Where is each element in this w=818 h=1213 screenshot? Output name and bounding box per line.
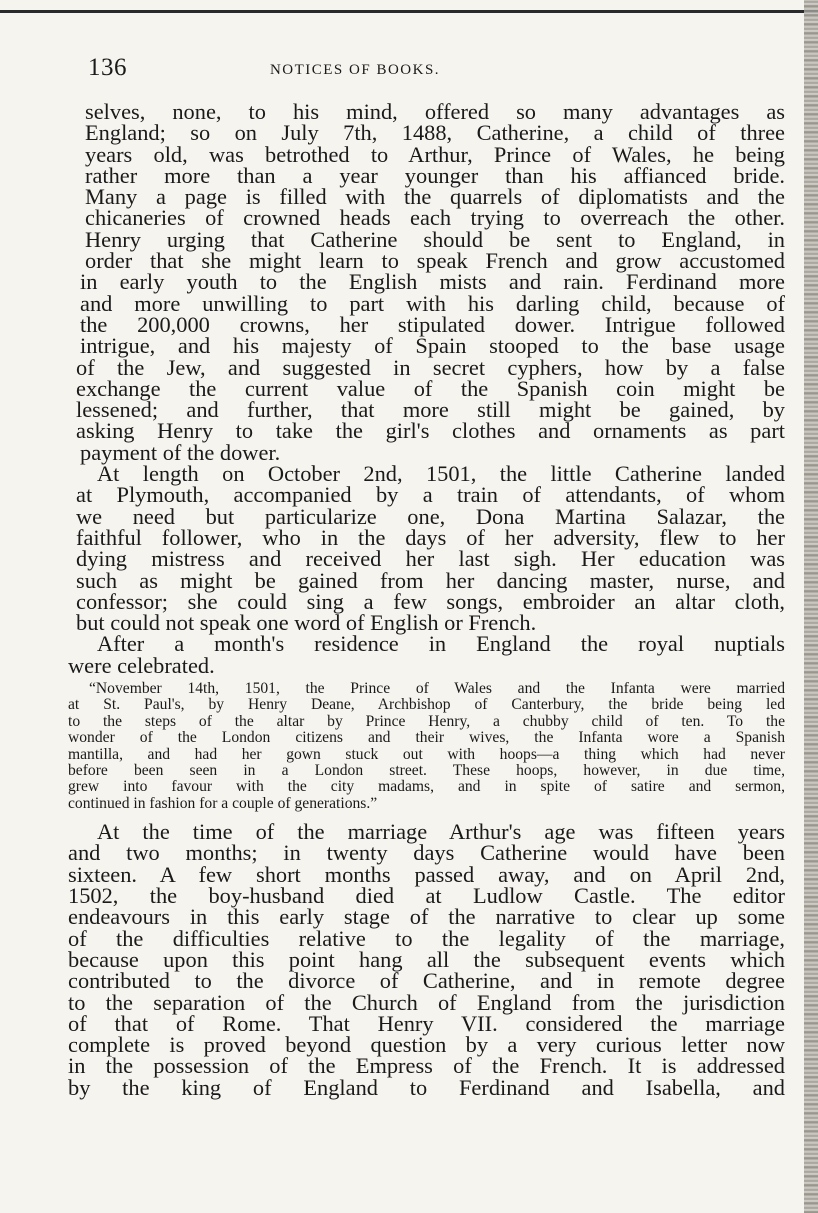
text-line: because upon this point hang all the subsequent events which xyxy=(68,946,785,972)
running-head xyxy=(88,54,778,86)
text-line: sixteen. A few short months passed away, and on April 2nd, xyxy=(68,861,785,887)
text-line: At the time of the marriage Arthur's age was fifteen years xyxy=(97,819,785,845)
text-line: lessened; and further, that more still might be gained, by xyxy=(76,397,785,423)
text-line: were celebrated. xyxy=(68,652,215,678)
text-line: intrigue, and his majesty of Spain stooped to the base usage xyxy=(80,333,785,359)
text-line: exchange the current value of the Spanish coin might be xyxy=(76,375,785,401)
running-title: NOTICES OF BOOKS. xyxy=(269,62,441,78)
text-line: but could not speak one word of English or French. xyxy=(76,610,537,636)
text-line: by the king of England to Ferdinand and Isabella, and xyxy=(68,1074,785,1100)
text-line: At length on October 2nd, 1501, the little Catherine landed xyxy=(97,461,785,487)
text-line: 1502, the boy-husband died at Ludlow Castle. The editor xyxy=(68,883,785,909)
text-line: years old, was betrothed to Arthur, Prince of Wales, he being xyxy=(85,141,785,167)
text-line: of the Jew, and suggested in secret cyphers, how by a false xyxy=(76,354,785,380)
text-line: of that of Rome. That Henry VII. considered the marriage xyxy=(68,1010,785,1036)
block-quote xyxy=(68,681,785,812)
text-line: endeavours in this early stage of the narrative to clear up some xyxy=(68,904,785,930)
quote-line: at St. Paul's, by Henry Deane, Archbishop of Canterbury, the bride being led xyxy=(68,696,785,714)
quote-line: to the steps of the altar by Prince Henry, a chubby child of ten. To the xyxy=(68,712,785,730)
text-line: Many a page is filled with the quarrels of diplomatists and the xyxy=(85,184,785,210)
page-edge-scan-shadow xyxy=(804,0,818,1213)
text-line: in early youth to the English mists and rain. Ferdinand more xyxy=(80,269,785,295)
text-line: asking Henry to take the girl's clothes and ornaments as part xyxy=(76,418,785,444)
quote-line: wonder of the London citizens and their wives, the Infanta wore a Spanish xyxy=(68,729,785,747)
text-line: we need but particularize one, Dona Martina Salazar, the xyxy=(76,503,785,529)
text-line: and more unwilling to part with his darling child, because of xyxy=(80,290,785,316)
text-line: to the separation of the Church of England from the jurisdiction xyxy=(68,989,785,1015)
quote-line: continued in fashion for a couple of generations.” xyxy=(68,794,378,812)
paragraph-4 xyxy=(68,821,785,1098)
text-line: of the difficulties relative to the legality of the marriage, xyxy=(68,925,785,951)
text-line: order that she might learn to speak French and grow accustomed xyxy=(85,248,785,274)
quote-line: before been seen in a London street. These hoops, however, in due time, xyxy=(68,761,785,779)
text-line: rather more than a year younger than his affianced bride. xyxy=(85,162,785,188)
text-line: selves, none, to his mind, offered so many advantages as xyxy=(85,99,785,124)
text-line: contributed to the divorce of Catherine, and in remote degree xyxy=(68,968,785,994)
page-number: 136 xyxy=(88,54,127,81)
paragraph-1 xyxy=(68,101,785,463)
text-line: such as might be gained from her dancing master, nurse, and xyxy=(76,567,785,593)
text-line: chicaneries of crowned heads each trying to overreach the other. xyxy=(85,205,785,231)
text-line: After a month's residence in England the royal nuptials xyxy=(97,631,785,657)
quote-line: “November 14th, 1501, the Prince of Wales and the Infanta were married xyxy=(89,680,785,698)
text-line: at Plymouth, accompanied by a train of attendants, of whom xyxy=(76,482,785,508)
paragraph-3 xyxy=(68,633,785,676)
paragraph-2 xyxy=(68,461,785,636)
text-line: and two months; in twenty days Catherine would have been xyxy=(68,840,785,866)
body-text xyxy=(68,101,785,1098)
text-line: complete is proved beyond question by a very curious letter now xyxy=(68,1032,785,1058)
quote-line: mantilla, and had her gown stuck out with hoops—a thing which had never xyxy=(68,745,785,763)
text-line: dying mistress and received her last sigh. Her education was xyxy=(76,546,785,572)
text-line: in the possession of the Empress of the French. It is addressed xyxy=(68,1053,785,1079)
text-line: payment of the dower. xyxy=(80,439,281,465)
text-line: confessor; she could sing a few songs, embroider an altar cloth, xyxy=(76,588,785,614)
quote-line: grew into favour with the city madams, and in spite of satire and sermon, xyxy=(68,778,785,796)
text-line: England; so on July 7th, 1488, Catherine, a child of three xyxy=(85,120,785,146)
text-line: Henry urging that Catherine should be sent to England, in xyxy=(85,226,785,252)
text-line: the 200,000 crowns, her stipulated dower. Intrigue followed xyxy=(80,311,785,337)
text-line: faithful follower, who in the days of her adversity, flew to her xyxy=(76,524,785,550)
